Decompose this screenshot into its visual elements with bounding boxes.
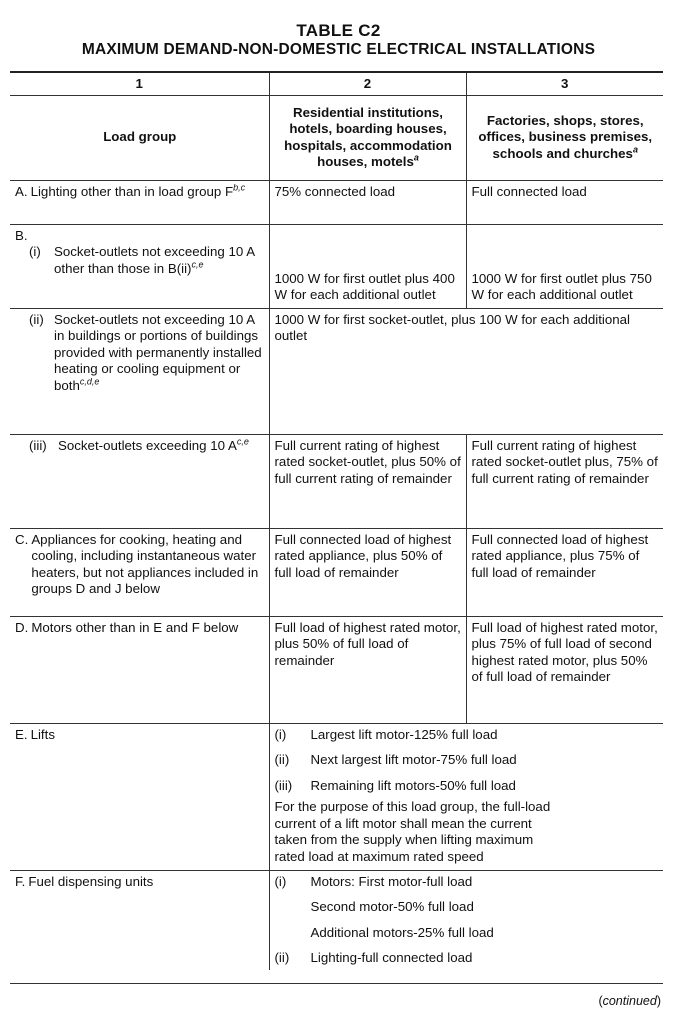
residential-cell: 75% connected load xyxy=(269,180,466,224)
commercial-cell: Full current rating of highest rated socket-outlet plus, 75% of full current rating of remainder xyxy=(466,434,663,528)
list-item: (ii) Lighting-full connected load xyxy=(274,950,473,965)
residential-cell: Full current rating of highest rated socket-outlet, plus 50% of full current rating of remainder xyxy=(269,434,466,528)
list-item: (ii) Next largest lift motor-75% full load xyxy=(274,752,517,767)
footnote-mark: c,e xyxy=(236,436,249,447)
spanning-cell: 1000 W for first socket-outlet, plus 100 W for each additional outlet xyxy=(269,308,663,434)
list-item: (iii) Remaining lift motors-50% full load xyxy=(274,777,516,793)
table-title: TABLE C2 xyxy=(296,21,381,40)
footnote-mark: c,d,e xyxy=(79,376,100,387)
column-number-1: 1 xyxy=(135,76,143,91)
load-group-cell xyxy=(10,723,269,870)
table-row xyxy=(10,434,663,528)
group-label: Fuel dispensing units xyxy=(28,873,154,889)
list-item: (i) Largest lift motor-125% full load xyxy=(274,726,498,742)
load-group-cell xyxy=(10,616,269,723)
subgroup-key: (i) xyxy=(29,244,41,259)
max-demand-table xyxy=(10,73,663,970)
commercial-cell: Full connected load xyxy=(466,180,663,224)
list-item: Additional motors-25% full load xyxy=(310,924,494,940)
column-number-3: 3 xyxy=(466,73,663,95)
table-row xyxy=(10,528,663,616)
subgroup-key: (ii) xyxy=(29,311,44,327)
commercial-cell: Full load of highest rated motor, plus 75% of full load of second highest rated motor, plus 50% of full load of remainder xyxy=(466,616,663,723)
list-item: (i) Motors: First motor-full load xyxy=(274,873,473,889)
group-key: D. xyxy=(15,619,29,635)
load-group-cell xyxy=(10,308,269,434)
table-row xyxy=(10,616,663,723)
table-row xyxy=(10,870,663,970)
commercial-cell: Full connected load of highest rated appliance, plus 75% of full load of remainder xyxy=(466,528,663,616)
footnote-mark: b,c xyxy=(233,182,246,193)
group-key: B. xyxy=(15,227,28,243)
residential-cell: Full connected load of highest rated appliance, plus 50% of full load of remainder xyxy=(269,528,466,616)
bottom-rule xyxy=(10,983,663,984)
spanning-cell xyxy=(269,870,663,970)
table-row xyxy=(10,723,663,870)
group-label: Socket-outlets exceeding 10 A xyxy=(58,437,237,453)
load-group-cell xyxy=(10,870,269,970)
column-number-2: 2 xyxy=(269,73,466,95)
load-group-cell xyxy=(10,434,269,528)
residential-cell: Full load of highest rated motor, plus 50% of full load of remainder xyxy=(269,616,466,723)
table-row xyxy=(10,224,663,308)
group-key: A. xyxy=(15,183,28,199)
definition-paragraph: For the purpose of this load group, the full-load current of a lift motor shall mean the current taken from the supply when lifting maximum rated load at maximum rated speed xyxy=(274,799,551,864)
footnote-mark: c,e xyxy=(191,259,204,270)
column-header-row xyxy=(10,95,663,180)
list-item: Second motor-50% full load xyxy=(310,899,474,914)
group-key: E. xyxy=(15,726,28,742)
spanning-cell xyxy=(269,723,663,870)
column-header-load-group: Load group xyxy=(10,95,269,180)
footnote-mark: a xyxy=(632,144,638,155)
load-group-cell xyxy=(10,224,269,308)
table-subtitle: MAXIMUM DEMAND-NON-DOMESTIC ELECTRICAL INSTALLATIONS xyxy=(81,41,596,58)
group-label: Appliances for cooking, heating and cooling, including instantaneous water heaters, but not appliances included in groups D and J below xyxy=(31,531,259,596)
load-group-cell xyxy=(10,180,269,224)
continued-note: (continued) xyxy=(598,994,661,1008)
table-row xyxy=(10,180,663,224)
commercial-cell: 1000 W for first outlet plus 750 W for each additional outlet xyxy=(466,224,663,308)
group-label: Lighting other than in load group F xyxy=(30,183,234,199)
footnote-mark: a xyxy=(413,152,419,163)
group-label: Socket-outlets not exceeding 10 A in buildings or portions of buildings provided with permanently installed heating or cooling equipment or both xyxy=(54,311,262,393)
column-number-row xyxy=(10,73,663,95)
group-key: C. xyxy=(15,531,29,547)
group-label: Lifts xyxy=(30,726,55,742)
group-label: Socket-outlets not exceeding 10 A other than those in B(ii) xyxy=(54,244,255,276)
column-header-residential: Residential institutions, hotels, boarding houses, hospitals, accommodation houses, motels$^a$ xyxy=(269,95,466,180)
group-key: F. xyxy=(15,873,26,889)
group-label: Motors other than in E and F below xyxy=(31,619,239,635)
subgroup-key: (iii) xyxy=(29,437,47,453)
table-row xyxy=(10,308,663,434)
load-group-cell xyxy=(10,528,269,616)
residential-cell: 1000 W for first outlet plus 400 W for each additional outlet xyxy=(269,224,466,308)
column-header-commercial: Factories, shops, stores, offices, business premises, schools and churches$^a$ xyxy=(466,95,663,180)
